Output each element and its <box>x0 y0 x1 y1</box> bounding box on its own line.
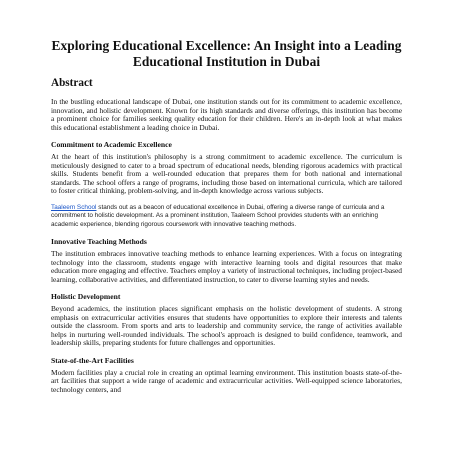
section-heading-facilities: State-of-the-Art Facilities <box>51 355 134 365</box>
section-body-holistic: Beyond academics, the institution places significant emphasis on the holistic development of students. A strong emphasis on extracurricular activities ensures that students have opportunities to explore their interests and talents outside the classroom. From sports and arts to leadership and community service, the range of activities available helps in nurturing well-rounded individuals. The school's approach is designed to build confidence, teamwork, and leadership skills, preparing students for future challenges and opportunities. <box>51 304 402 347</box>
section-body-facilities: Modern facilities play a crucial role in creating an optimal learning environment. This institution boasts state-of-the-art facilities that support a wide range of academic and extracurricular activities. Well-equipped science laboratories, technology centers, and <box>51 367 402 394</box>
section-heading-innovative: Innovative Teaching Methods <box>51 237 147 246</box>
taaleem-paragraph <box>51 204 402 230</box>
taaleem-paragraph-text: stands out as a beacon of educational excellence in Dubai, offering a diverse range of curricula and a commitment to holistic development. As a prominent institution, Taaleem School provides students with an enriching academic experience, blending rigorous coursework with innovative teaching methods. <box>51 203 385 228</box>
abstract-heading: Abstract <box>51 77 93 89</box>
section-body-innovative: The institution embraces innovative teaching methods to enhance learning experiences. With a focus on integrating technology into the classroom, students engage with interactive learning tools and digital resources that make education more engaging and effective. Teachers employ a variety of instructional techniques, including project-based learning, collaborative activities, and differentiated instruction, to cater to diverse learning styles and needs. <box>51 249 402 284</box>
abstract-paragraph: In the bustling educational landscape of Dubai, one institution stands out for its commitment to academic excellence, innovation, and holistic development. Known for its high standards and diverse offerings, this institution has become a prominent choice for families seeking quality education for their children. Here's an in-depth look at what makes this educational establishment a leading choice in Dubai. <box>51 97 402 132</box>
section-heading-commitment: Commitment to Academic Excellence <box>51 140 172 149</box>
taaleem-school-link[interactable]: Taaleem School <box>51 203 97 211</box>
document-title: Exploring Educational Excellence: An Insight into a Leading Educational Institution in Dubai <box>51 38 402 69</box>
section-body-commitment: At the heart of this institution's philosophy is a strong commitment to academic excellence. The curriculum is meticulously designed to cater to a broad spectrum of educational needs, blending rigorous academics with practical skills. Students benefit from a well-rounded education that prepares them for both national and international standards. The school offers a range of programs, including those based on international curricula, which are tailored to foster critical thinking, problem-solving, and in-depth knowledge across various subjects. <box>51 152 402 195</box>
section-heading-holistic: Holistic Development <box>51 292 121 301</box>
